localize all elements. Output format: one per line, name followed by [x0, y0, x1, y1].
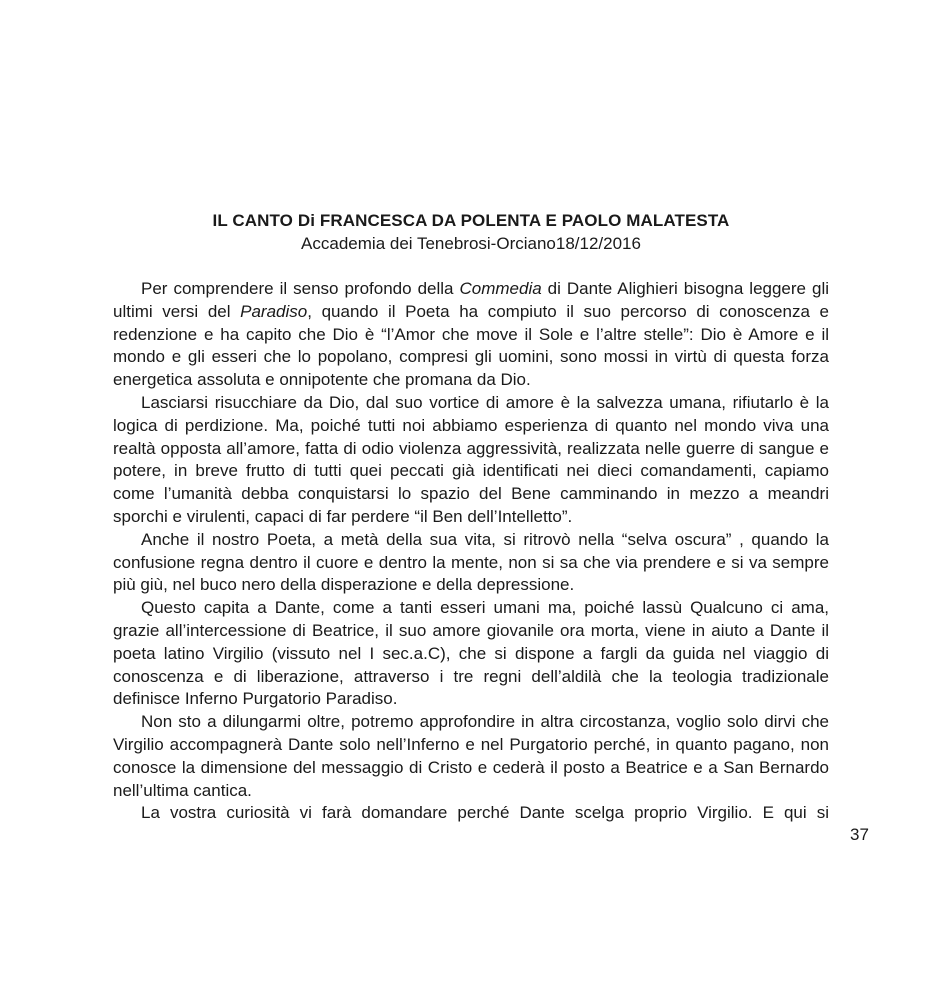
paragraph-text: Per comprendere il senso profondo della: [141, 279, 460, 298]
document-title: IL CANTO Di FRANCESCA DA POLENTA E PAOLO MALATESTA: [212, 211, 730, 230]
work-title-commedia: Commedia: [459, 279, 542, 298]
page-number: 37: [850, 825, 869, 844]
paragraph: Anche il nostro Poeta, a metà della sua vita, si ritrovò nella “selva oscura” , quando la confusione regna dentro il cuore e dentro la mente, non si sa che via prendere e si va sempre più giù, nel buco nero della disperazione e della depressione.: [113, 529, 829, 595]
work-title-paradiso: Paradiso: [240, 301, 308, 321]
paragraph: La vostra curiosità vi farà domandare perché Dante scelga proprio Virgilio. E qui si: [141, 803, 829, 823]
paragraph-text: , quando il Poeta ha compiuto il suo percorso di conoscenza e redenzione e ha capito che Dio è “l’Amor che move il Sole e l’altre stelle”: Dio è Amore e il mondo e gli esseri che lo popolano, compresi gli uomini, sono mossi in virtù di questa forza energetica assoluta e onnipotente che promana da Dio.: [113, 301, 829, 390]
paragraph: Lasciarsi risucchiare da Dio, dal suo vortice di amore è la salvezza umana, rifiutarlo è la logica di perdizione. Ma, poiché tutti noi abbiamo esperienza di quanto nel mondo viva una realtà opposta all’amore, fatta di odio violenza aggressività, realizzata nelle guerre di sangue e potere, in breve frutto di tutti quei peccati già identificati nei dieci comandamenti, capiamo come l’umanità debba conquistarsi lo spazio del Bene camminando in mezzo a meandri sporchi e virulenti, capaci di far perdere “il Ben dell’Intelletto”.: [113, 392, 829, 526]
document-body: [113, 278, 829, 825]
paragraph: Non sto a dilungarmi oltre, potremo approfondire in altra circostanza, voglio solo dirvi che Virgilio accompagnerà Dante solo nell’Inferno e nel Purgatorio perché, in quanto pagano, non conosce la dimensione del messaggio di Cristo e cederà il posto a Beatrice e a San Bernardo nell’ultima cantica.: [113, 712, 829, 800]
document-subtitle: Accademia dei Tenebrosi-Orciano18/12/2016: [301, 234, 641, 253]
paragraph-text: di Dante Alighieri bisogna leggere gli ultimi versi del: [113, 279, 829, 321]
paragraph: Questo capita a Dante, come a tanti esseri umani ma, poiché lassù Qualcuno ci ama, grazie all’intercessione di Beatrice, il suo amore giovanile ora morta, viene in aiuto a Dante il poeta latino Virgilio (vissuto nel I sec.a.C), che si dispone a fargli da guida nel viaggio di conoscenza e di liberazione, attraverso i tre regni dell’aldilà che la teologia tradizionale definisce Inferno Purgatorio Paradiso.: [113, 598, 829, 709]
paragraph: [113, 278, 829, 392]
